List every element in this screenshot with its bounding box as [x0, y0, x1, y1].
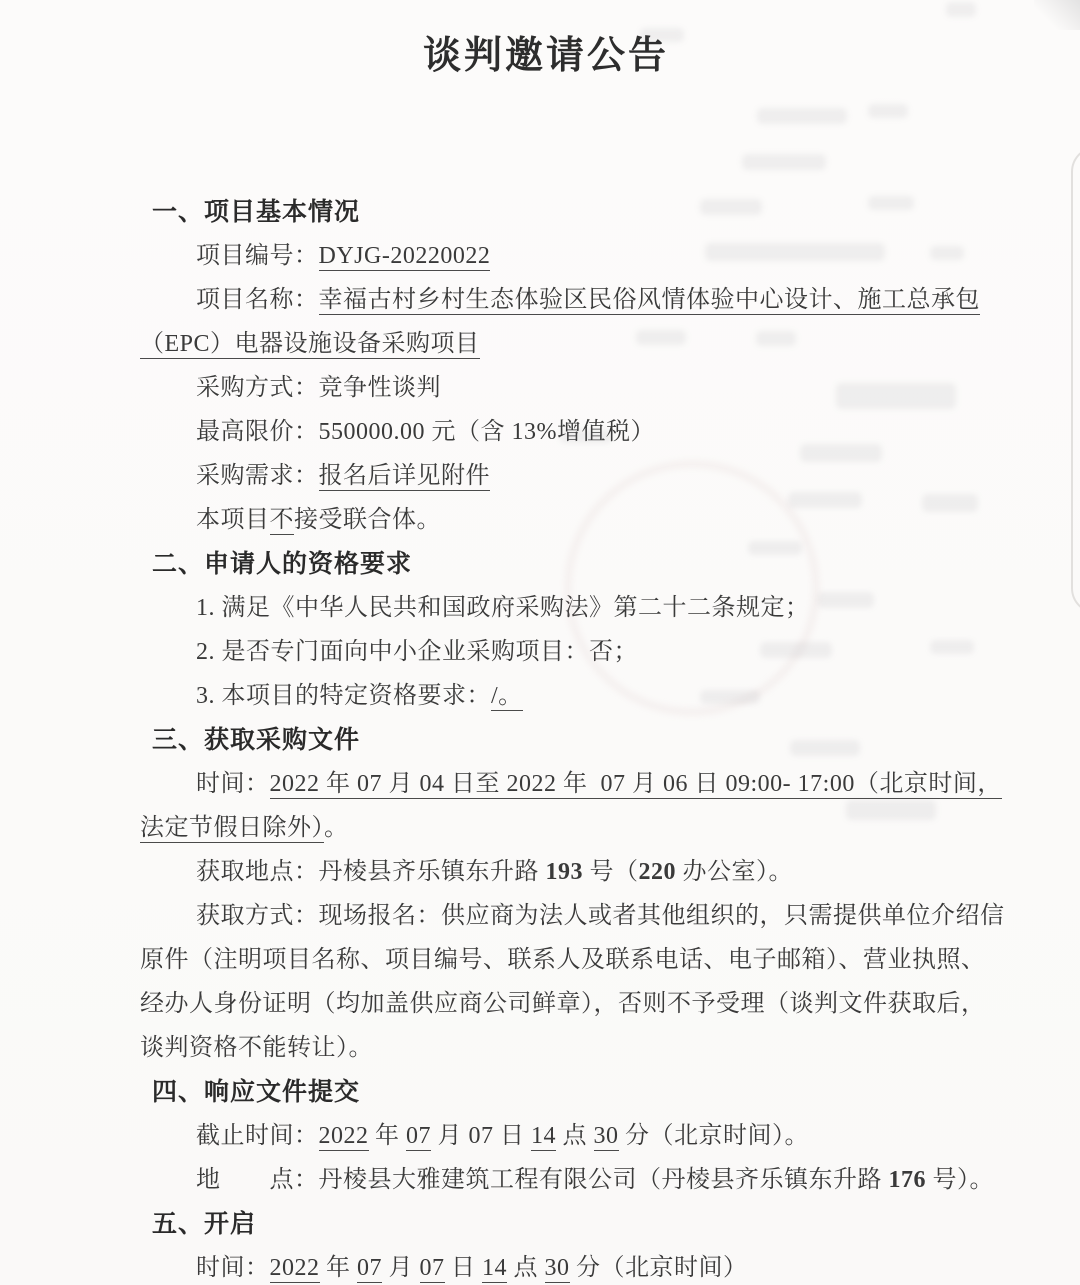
opening-year: 2022 [269, 1255, 320, 1281]
bleed-through-artifact [818, 592, 874, 608]
bleed-through-artifact [836, 383, 956, 409]
obtain-method-line-3: 经办人身份证明（均加盖供应商公司鲜章），否则不予受理（谈判文件获取后， [140, 991, 986, 1017]
consortium-not: 不 [269, 507, 294, 533]
opening-sep-hour: 点 [507, 1255, 545, 1281]
obtain-time-value-part2: 法定节假日除外） [140, 815, 324, 841]
qualification-item-1: 1. 满足《中华人民共和国政府采购法》第二十二条规定； [196, 595, 810, 621]
opening-time-line [140, 1246, 955, 1285]
deadline-minute: 30 [593, 1123, 619, 1149]
bleed-through-artifact [700, 199, 762, 215]
deadline-month: 07 [406, 1123, 431, 1149]
obtain-place-label: 获取地点： [196, 859, 319, 885]
obtain-method-line-4: 谈判资格不能转让）。 [140, 1035, 373, 1061]
project-name-value-part1: 幸福古村乡村生态体验区民俗风情体验中心设计、施工总承包 [318, 287, 980, 313]
deadline-sep-day: 日 [493, 1123, 531, 1149]
price-limit-value: 550000.00 元（含 13%增值税） [318, 419, 655, 445]
obtain-place-text-1: 丹棱县齐乐镇东升路 [318, 859, 546, 885]
faint-stamp-circle [566, 462, 818, 714]
section-5-heading: 五、开启 [152, 1210, 257, 1238]
deadline-sep-hour: 点 [556, 1123, 594, 1149]
section-4-heading: 四、响应文件提交 [152, 1078, 361, 1106]
deadline-tail: 分（北京时间）。 [618, 1123, 809, 1149]
qualification-item-3-label: 3. 本项目的特定资格要求： [196, 683, 491, 709]
project-number-value: DYJG-20220022 [318, 243, 491, 269]
bleed-through-artifact [868, 104, 908, 118]
corner-shade [1034, 0, 1080, 30]
section-1-heading: 一、项目基本情况 [152, 198, 361, 226]
obtain-place-line [140, 850, 955, 894]
obtain-time-line-1 [140, 762, 1002, 806]
obtain-place-text-3: 办公室）。 [676, 859, 793, 885]
submission-place-label: 地 点： [196, 1167, 319, 1193]
bleed-through-artifact [922, 494, 978, 512]
bleed-through-artifact [748, 541, 802, 555]
bleed-through-artifact [930, 246, 964, 260]
submission-deadline-line [140, 1114, 955, 1158]
consortium-prefix: 本项目 [196, 507, 270, 533]
obtain-time-period: 。 [324, 815, 349, 841]
deadline-sep-year: 年 [368, 1123, 406, 1149]
bleed-through-artifact [930, 640, 974, 654]
opening-sep-month: 月 [382, 1255, 420, 1281]
deadline-label: 截止时间： [196, 1123, 319, 1149]
consortium-suffix: 接受联合体。 [294, 507, 441, 533]
submission-place-text-2: 号）。 [926, 1167, 994, 1193]
bleed-through-artifact [790, 740, 860, 756]
obtain-time-line-2 [140, 806, 955, 850]
bleed-through-artifact [868, 196, 914, 210]
qualification-item-3 [140, 674, 955, 718]
section-2-heading: 二、申请人的资格要求 [152, 550, 413, 578]
project-name-label: 项目名称： [196, 287, 319, 313]
bleed-through-artifact [800, 444, 882, 462]
project-number-label: 项目编号： [196, 243, 319, 269]
bleed-through-artifact [742, 154, 826, 170]
opening-sep-year: 年 [319, 1255, 357, 1281]
deadline-hour: 14 [531, 1123, 556, 1149]
obtain-time-value-part1: 2022 年 07 月 04 日至 2022 年 07 月 06 日 09:00- 17:00（北京时间， [269, 771, 1002, 797]
project-name-line-2 [140, 322, 955, 366]
deadline-day: 07 [468, 1123, 494, 1149]
deadline-sep-month: 月 [431, 1123, 469, 1149]
obtain-place-office-number: 220 [638, 859, 676, 885]
qualification-item-2: 2. 是否专门面向中小企业采购项目：否； [196, 639, 638, 665]
opening-day: 07 [419, 1255, 445, 1281]
bleed-through-artifact [560, 430, 612, 443]
submission-place-line [140, 1158, 994, 1202]
submission-place-text-1: 丹棱县大雅建筑工程有限公司（丹棱县齐乐镇东升路 [318, 1167, 889, 1193]
bleed-through-artifact [757, 108, 847, 124]
bleed-through-artifact [700, 690, 760, 704]
bleed-through-artifact [788, 492, 862, 508]
price-limit-label: 最高限价： [196, 419, 319, 445]
bleed-through-artifact [946, 2, 976, 17]
opening-hour: 14 [482, 1255, 507, 1281]
opening-sep-day: 日 [444, 1255, 482, 1281]
obtain-place-text-2: 号（ [583, 859, 639, 885]
opening-month: 07 [357, 1255, 382, 1281]
obtain-method-line-2: 原件（注明项目名称、项目编号、联系人及联系电话、电子邮箱）、营业执照、 [140, 947, 986, 973]
bleed-through-artifact [636, 330, 686, 345]
obtain-method-line-1: 获取方式：现场报名：供应商为法人或者其他组织的，只需提供单位介绍信 [196, 903, 1005, 929]
page-title: 谈判邀请公告 [422, 35, 669, 77]
procurement-method-line [140, 366, 955, 410]
procurement-demand-label: 采购需求： [196, 463, 319, 489]
procurement-demand-value: 报名后详见附件 [318, 463, 490, 489]
opening-time-label: 时间： [196, 1255, 270, 1281]
bleed-through-artifact [760, 642, 832, 658]
bleed-through-artifact [705, 243, 885, 261]
section-3-heading: 三、获取采购文件 [152, 726, 361, 754]
obtain-place-street-number: 193 [545, 859, 583, 885]
project-name-line-1 [140, 278, 980, 322]
page-edge-frame [1071, 146, 1080, 614]
bleed-through-artifact [846, 800, 936, 820]
project-name-value-part2: （EPC）电器设施设备采购项目 [140, 331, 480, 357]
bleed-through-artifact [756, 331, 796, 346]
submission-place-street-number: 176 [888, 1167, 926, 1193]
opening-minute: 30 [544, 1255, 570, 1281]
deadline-year: 2022 [318, 1123, 369, 1149]
obtain-time-label: 时间： [196, 771, 270, 797]
procurement-method-value: 竞争性谈判 [318, 375, 441, 401]
qualification-item-3-value: /。 [491, 683, 523, 709]
opening-tail: 分（北京时间） [569, 1255, 748, 1281]
procurement-method-label: 采购方式： [196, 375, 319, 401]
bleed-through-artifact [640, 28, 684, 42]
document-body [140, 190, 1005, 1285]
